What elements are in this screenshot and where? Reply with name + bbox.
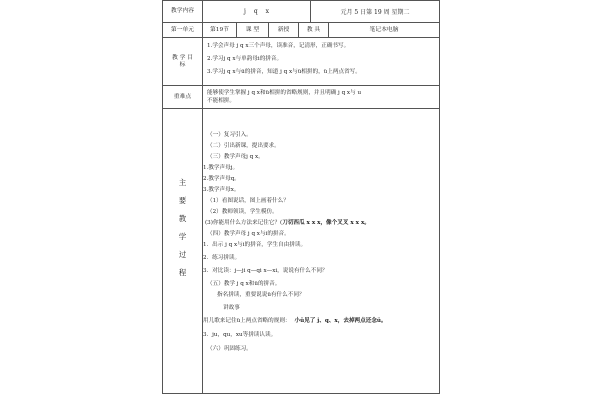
course-type-value: 新授 [269, 23, 299, 37]
content-label: 教学内容 [163, 1, 203, 22]
process-label [163, 173, 202, 281]
goal-3: 3.学习j q x与ü的拼音，知道 j q x与ü相拼的，ü上两点省写。 [207, 69, 361, 75]
step-j: 1.教学声母j。 [203, 165, 239, 171]
step-consolidate: （六）巩固练习。 [207, 346, 252, 352]
info-row [163, 23, 439, 38]
tools-value: 笔记本电脑 [369, 26, 399, 33]
process-row [163, 109, 439, 393]
step-rhyme [203, 318, 387, 325]
step-memory [205, 220, 370, 227]
key-point-2: 不能相拼。 [207, 98, 235, 104]
key-label: 重难点 [163, 86, 203, 108]
rhyme: 小ü见了 j、q、x，去掉两点还念ü。 [294, 318, 387, 324]
step-q: 2.教学声母q。 [203, 176, 240, 182]
content-row [163, 1, 439, 23]
content-value: j q x [244, 8, 269, 15]
goals-row [163, 38, 439, 86]
key-point-1: 能够使学生掌握 j q x和ü相拼的省略规则，并且明确 j q x与 u [207, 90, 362, 96]
course-type-label: 课 型 [237, 23, 269, 37]
key-row [163, 86, 439, 109]
goals-label: 教 学 目 标 [163, 38, 203, 85]
process-label-cell [163, 109, 203, 393]
process-label-char: 程 [178, 267, 187, 277]
process-label-char: 主 [178, 177, 187, 187]
date-text: 元月 5 日第 19 周 星期二 [340, 9, 410, 16]
goal-1: 1.学会声母 j q x三个声母，读准音，记清形，正确书写。 [207, 43, 350, 49]
process-label-char: 要 [178, 195, 187, 205]
unit: 第一单元 [163, 23, 203, 37]
step-story: 讲故事 [223, 305, 240, 311]
tools-label: 教 具 [299, 23, 329, 37]
rhyme-intro: 用儿歌来记住ü上两点省略的规则： [203, 318, 291, 324]
step-show: 1．出示 j q x与i的拼音，学生自由拼读。 [203, 242, 307, 248]
memory-question: (3)你能用什么方法来记住它？( [205, 220, 283, 226]
step-x: 3.教学声母x。 [203, 187, 240, 193]
process-label-char: 学 [178, 231, 187, 241]
step-name-reading: 指名拼读，重要说说ü有什么不同？ [217, 292, 305, 298]
process-label-char: 过 [178, 249, 187, 259]
date-cell [311, 1, 439, 22]
content-value-cell [203, 1, 311, 22]
process-label-char: 教 [178, 213, 187, 223]
goal-2: 2.学习j q x与单韵母i的拼音。 [207, 56, 283, 62]
step-practice: 2．练习拼读。 [203, 255, 241, 261]
step-compare: 3．对比读：j—ji q—qi x—xi，说说有什么不同？ [203, 268, 328, 274]
lesson-plan-table [162, 0, 440, 394]
step-ju-qu-xu: 3．ju，qu，xu等拼读认读。 [203, 332, 277, 338]
step-review: （一）复习引入。 [207, 132, 252, 138]
mnemonic: 刀切西瓜 x x x，像个叉叉 x x x。 [282, 220, 370, 226]
step-intro: （二）引出新课，提出要求。 [207, 143, 280, 149]
step-u-syllables: （五）教学 j q x和ü的拼音。 [207, 281, 281, 287]
step-i-syllables: （四）教学声母 j q x与i的拼音。 [207, 231, 290, 237]
step-imitate: （2）教师领读，学生模仿。 [207, 209, 278, 215]
step-look-talk: （1）看图说话，图上画着什么？ [207, 198, 289, 204]
step-teach-initials: （三）教学声母j q x。 [207, 154, 264, 160]
period: 第19节 [203, 23, 237, 37]
